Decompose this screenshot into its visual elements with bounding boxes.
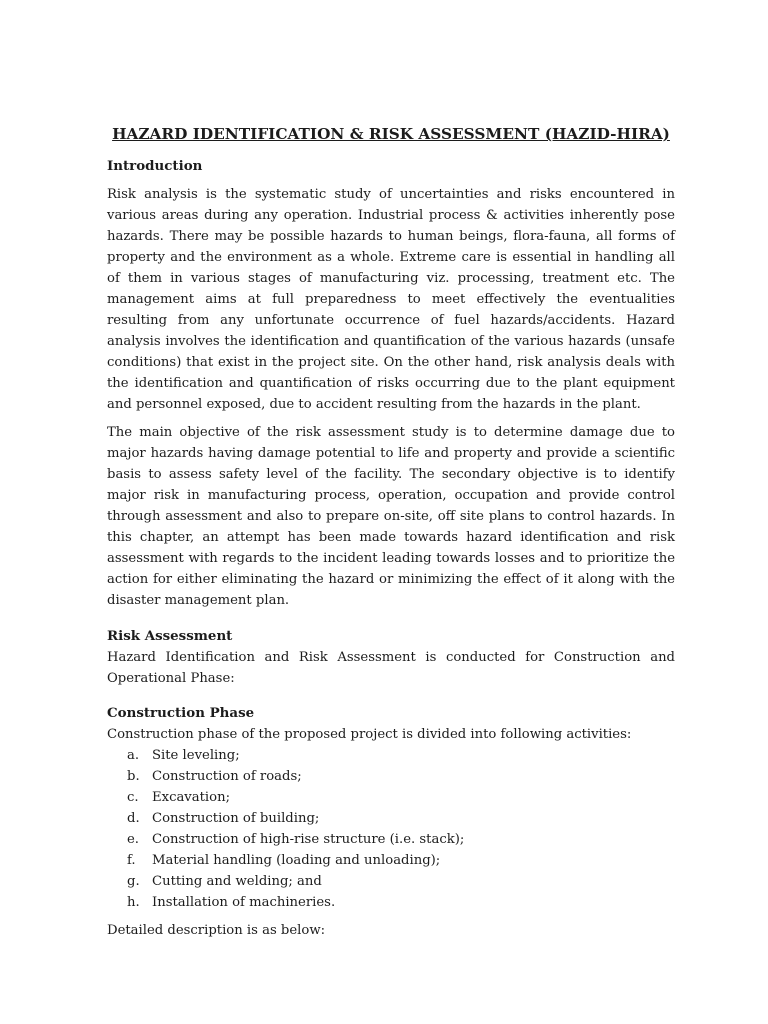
list-item xyxy=(127,808,675,829)
list-item-text: Cutting and welding; and xyxy=(152,874,322,889)
spacer xyxy=(107,913,675,920)
risk-assessment-heading: Risk Assessment xyxy=(107,628,233,644)
construction-phase-intro: Construction phase of the proposed project is divided into following activities: xyxy=(107,727,632,742)
list-marker: a. xyxy=(127,748,140,763)
list-item-text: Construction of high-rise structure (i.e. stack); xyxy=(152,832,465,847)
spacer xyxy=(107,177,675,184)
list-item-text: Construction of roads; xyxy=(152,769,302,784)
spacer xyxy=(107,415,675,422)
document-page xyxy=(107,124,675,941)
list-item-text: Construction of building; xyxy=(152,811,320,826)
list-item xyxy=(127,871,675,892)
list-marker: b. xyxy=(127,769,140,784)
risk-assessment-paragraph: Hazard Identification and Risk Assessment is conducted for Construction and Operational Phase: xyxy=(107,650,675,686)
list-item xyxy=(127,829,675,850)
list-item-text: Site leveling; xyxy=(152,748,240,763)
list-item xyxy=(127,745,675,766)
document-title: HAZARD IDENTIFICATION & RISK ASSESSMENT (HAZID-HIRA) xyxy=(112,125,670,143)
list-item xyxy=(127,787,675,808)
spacer xyxy=(107,611,675,626)
list-marker: g. xyxy=(127,874,140,889)
list-marker: e. xyxy=(127,832,139,847)
list-marker: d. xyxy=(127,811,140,826)
introduction-paragraph-1: Risk analysis is the systematic study of uncertainties and risks encountered in various areas during any operation. Industrial process & activities inherently pose hazards. There may be possible hazards to human beings, flora-fauna, all forms of property and the environment as a whole. Extreme care is essential in handling all of them in various stages of manufacturing viz. processing, treatment etc. The management aims at full preparedness to meet effectively the eventualities resulting from any unfortunate occurrence of fuel hazards/accidents. Hazard analysis involves the identification and quantification of the various hazards (unsafe conditions) that exist in the project site. On the other hand, risk analysis deals with the identification and quantification of risks occurring due to the plant equipment and personnel exposed, due to accident resulting from the hazards in the plant. xyxy=(107,187,675,412)
list-marker: f. xyxy=(127,853,136,868)
list-item-text: Excavation; xyxy=(152,790,231,805)
construction-activities-list xyxy=(107,745,675,913)
list-item xyxy=(127,766,675,787)
construction-phase-heading: Construction Phase xyxy=(107,705,255,721)
list-item-text: Installation of machineries. xyxy=(152,895,336,910)
spacer xyxy=(107,689,675,703)
list-item xyxy=(127,892,675,913)
list-marker: h. xyxy=(127,895,140,910)
construction-phase-closing: Detailed description is as below: xyxy=(107,923,326,938)
list-item-text: Material handling (loading and unloading); xyxy=(152,853,441,868)
introduction-paragraph-2: The main objective of the risk assessment study is to determine damage due to major hazards having damage potential to life and property and provide a scientific basis to assess safety level of the facility. The secondary objective is to identify major risk in manufacturing process, operation, occupation and provide control through assessment and also to prepare on-site, off site plans to control hazards. In this chapter, an attempt has been made towards hazard identification and risk assessment with regards to the incident leading towards losses and to prioritize the action for either eliminating the hazard or minimizing the effect of it along with the disaster management plan. xyxy=(107,425,675,608)
list-marker: c. xyxy=(127,790,139,805)
list-item xyxy=(127,850,675,871)
introduction-heading: Introduction xyxy=(107,158,203,174)
